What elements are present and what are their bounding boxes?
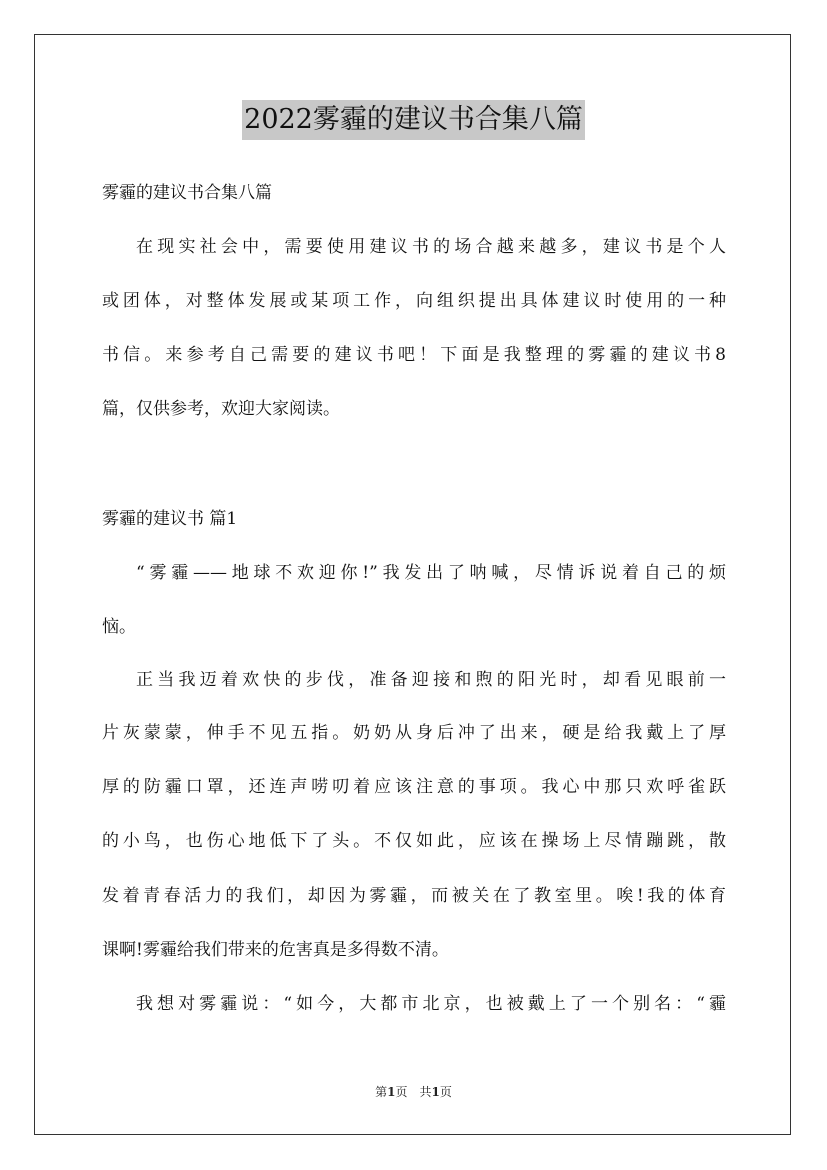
body-line-6: 的小鸟，也伤心地低下了头。不仅如此，应该在操场上尽情蹦跳，散	[102, 831, 726, 851]
body-line-3: 正当我迈着欢快的步伐，准备迎接和煦的阳光时，却看见眼前一	[136, 670, 726, 690]
intro-line-2: 或团体，对整体发展或某项工作，向组织提出具体建议时使用的一种	[102, 291, 726, 311]
page-footer	[0, 1084, 827, 1100]
document-subtitle: 雾霾的建议书合集八篇	[102, 183, 272, 203]
body-line-4: 片灰蒙蒙，伸手不见五指。奶奶从身后冲了出来，硬是给我戴上了厚	[102, 723, 726, 743]
intro-line-3: 书信。来参考自己需要的建议书吧！下面是我整理的雾霾的建议书8	[102, 345, 726, 365]
section-heading: 雾霾的建议书 篇1	[102, 509, 238, 529]
body-line-1: “雾霾——地球不欢迎你!”我发出了呐喊，尽情诉说着自己的烦	[136, 563, 726, 583]
body-line-5: 厚的防霾口罩，还连声唠叨着应该注意的事项。我心中那只欢呼雀跃	[102, 777, 726, 797]
footer-page-number: 1	[387, 1085, 396, 1099]
intro-line-1: 在现实社会中，需要使用建议书的场合越来越多，建议书是个人	[136, 237, 726, 257]
body-line-9: 我想对雾霾说：“如今，大都市北京，也被戴上了一个别名：“霾	[136, 994, 726, 1014]
body-line-2: 恼。	[102, 617, 136, 637]
footer-suffix: 页	[439, 1085, 452, 1099]
body-line-7: 发着青春活力的我们，却因为雾霾，而被关在了教室里。唉!我的体育	[102, 886, 726, 906]
title-container	[0, 100, 827, 140]
intro-line-4: 篇，仅供参考，欢迎大家阅读。	[102, 399, 340, 419]
document-title: 2022雾霾的建议书合集八篇	[242, 100, 585, 140]
footer-prefix: 第	[375, 1085, 388, 1099]
footer-mid: 页 共	[395, 1085, 432, 1099]
footer-page-total: 1	[431, 1085, 440, 1099]
body-line-8: 课啊!雾霾给我们带来的危害真是多得数不清。	[102, 940, 449, 960]
